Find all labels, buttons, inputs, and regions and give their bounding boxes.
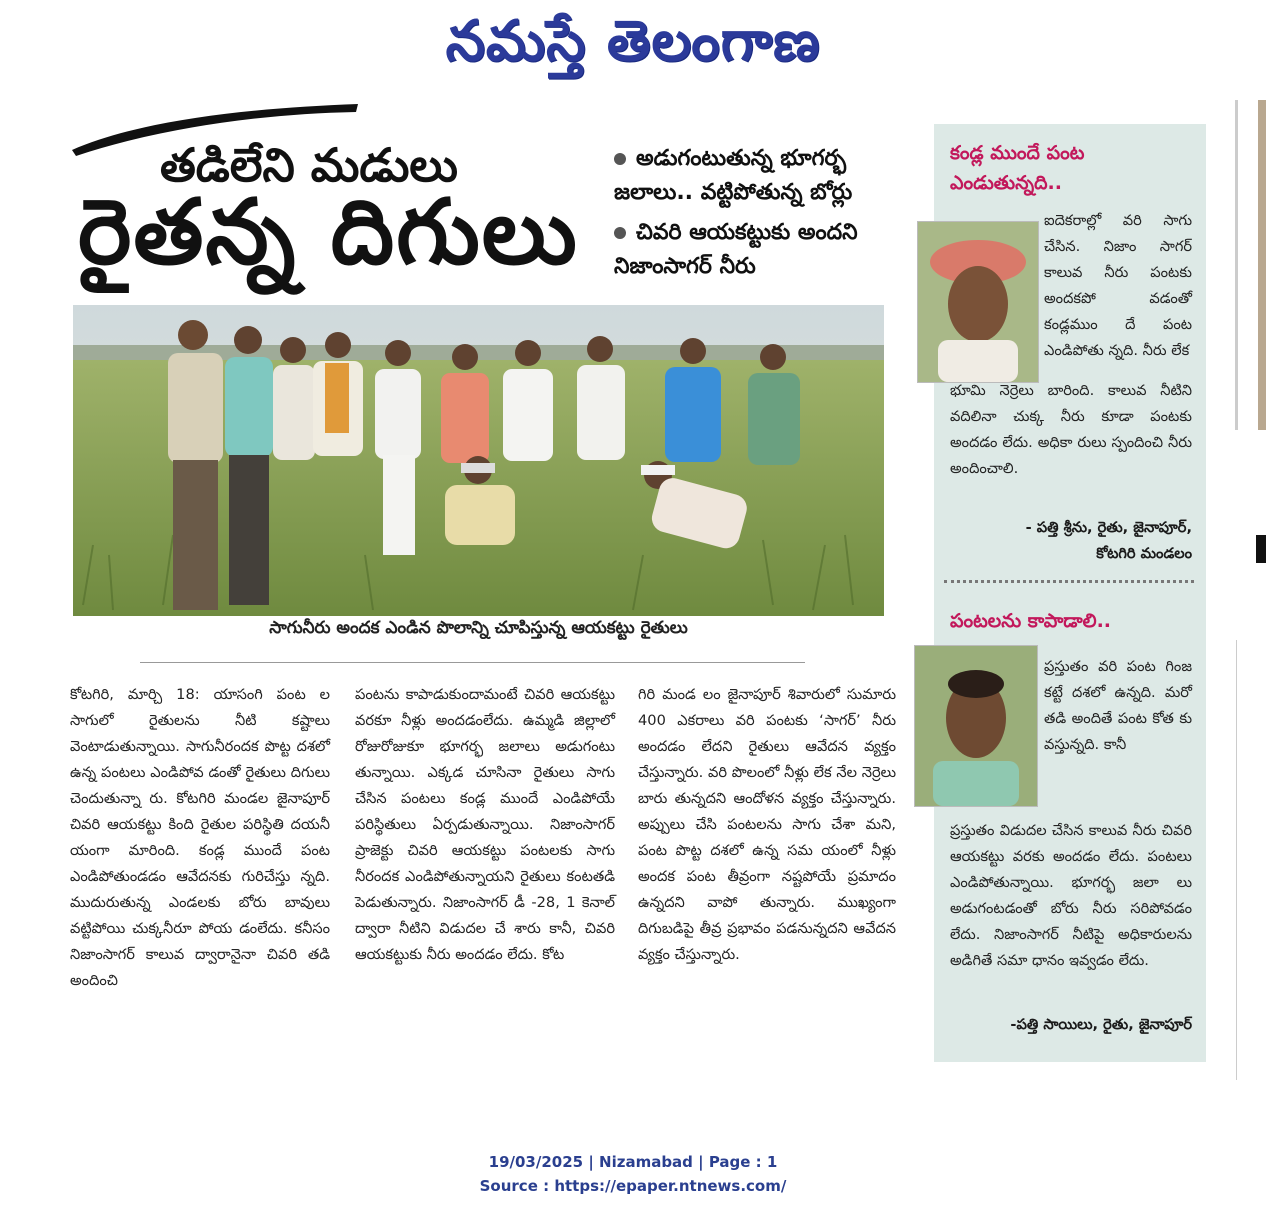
sidebar-box2-title: పంటలను కాపాడాలి..	[950, 610, 1112, 632]
article-column-2	[355, 682, 615, 968]
sidebar-box1-title: కండ్ల ముందే పంట ఎండుతున్నది..	[950, 142, 1085, 194]
farmers-field-photo	[73, 305, 884, 616]
clipped-adjacent-heading	[1256, 535, 1266, 563]
bullet-dot-icon	[614, 153, 626, 165]
farmer-portrait-2	[914, 645, 1038, 807]
sidebar-divider	[944, 580, 1194, 583]
page-edge-rule-lower	[1236, 640, 1237, 1080]
headline-bullet-2: చివరి ఆయకట్టుకు అందని నిజాంసాగర్ నీరు	[614, 220, 858, 279]
page-edge-rule	[1235, 100, 1238, 430]
article-col3-text: గిరి మండ లం జైనాపూర్ శివారులో సుమారు 400 ఎకరాలు వరి పంటకు ‘సాగర్’ నీరు అందడం లేదని రైతులు ఆవేదన వ్యక్తం చేస్తున్నారు. వరి పొలంలో నీళ్లు లేక నేల నెర్రెలు బారు తున్నదని ఆందోళన వ్యక్తం చేస్తున్నారు. అప్పులు చేసి పంటలను సాగు చేశా మని, పంట పొట్ట దశలో ఉన్న సమ యంలో నీళ్లు అందక పంట తీవ్రంగా నష్టపోయే ప్రమాదం ఉన్నదని వాపో తున్నారు. ముఖ్యంగా దిగుబడిపై తీవ్ర ప్రభావం పడనున్నదని ఆవేదన వ్యక్తం చేస్తున్నారు.	[638, 686, 896, 963]
sidebar-box2-credit: -పత్తి సాయిలు, రైతు, జైనాపూర్	[1010, 1016, 1192, 1033]
article-col1-text: కోటగిరి, మార్చి 18: యాసంగి పంట ల సాగులో రైతులను నీటి కష్టాలు వెంటాడుతున్నాయి. సాగునీరందక పొట్ట దశలో ఉన్న పంటలు ఎండిపోవ డంతో రైతులు దిగులు చెందుతున్నా రు. కోటగిరి మండల జైనాపూర్ చివరి ఆయకట్టు కింది రైతుల పరిస్థితి దయనీ యంగా మారింది. కండ్ల ముందే పంట ఎండిపోతుండడం ఆవేదనకు గురిచేస్తు న్నది. ముదురుతున్న ఎండలకు బోరు బావులు వట్టిపోయి చుక్కనీరూ పోయ డంలేదు. కనీసం నిజాంసాగర్ కాలువ ద్వారానైనా చివరి తడి అందించి	[70, 686, 330, 989]
caption-divider	[140, 662, 805, 663]
clipped-adjacent-photo	[1258, 100, 1266, 430]
photo-caption: సాగునీరు అందక ఎండిన పొలాన్ని చూపిస్తున్న ఆయకట్టు రైతులు	[269, 618, 688, 638]
masthead-logo: నమస్తే తెలంగాణ	[445, 8, 821, 74]
sidebar-box2-text: ప్రస్తుతం వరి పంట గింజ కట్టే దశలో ఉన్నది. మరో తడి అందితే పంట కోత కు వస్తున్నది. కానీ	[1044, 658, 1192, 753]
headline-kicker: తడిలేని మడులు	[160, 138, 458, 192]
article-col2-text: పంటను కాపాడుకుందామంటే చివరి ఆయకట్టు వరకూ నీళ్లు అందడంలేదు. ఉమ్మడి జిల్లాలో రోజురోజుకూ భూగర్భ జలాలు అడుగంటు తున్నాయి. ఎక్కడ చూసినా రైతులు సాగు చేసిన పంటలు కండ్ల ముందే ఎండిపోయే పరిస్థితులు ఏర్పడుతున్నాయి. నిజాంసాగర్ ప్రాజెక్టు చివరి ఆయకట్టు పంటలకు సాగు నీరందక ఎండిపోతున్నాయని రైతులు కంటతడి పెడుతున్నారు. నిజాంసాగర్ డీ -28, 1 కెనాల్ ద్వారా నీటిని విడుదల చే శారు కానీ, చివరి ఆయకట్టుకు నీరు అందడం లేదు. కోట	[355, 686, 615, 963]
footer-date-edition: 19/03/2025 | Nizamabad | Page : 1	[488, 1153, 778, 1171]
page-footer	[0, 1150, 1266, 1198]
footer-source-link[interactable]: Source : https://epaper.ntnews.com/	[479, 1177, 787, 1195]
article-column-3	[638, 682, 896, 968]
headline-main: రైతన్న దిగులు	[78, 180, 579, 285]
article-column-1	[70, 682, 330, 994]
sidebar-box1-credit: - పత్తి శ్రీను, రైతు, జైనాపూర్, కోటగిరి మండలం	[1025, 519, 1192, 562]
bullet-dot-icon	[614, 227, 626, 239]
headline-bullet-1: అడుగంటుతున్న భూగర్భ జలాలు.. వట్టిపోతున్న బోర్లు	[614, 146, 853, 205]
sidebar-box1-text: ఐదెకరాల్లో వరి సాగు చేసిన. నిజాం సాగర్ కాలువ నీరు పంటకు అందకపో వడంతో కండ్లముం దే పంట ఎండిపోతు న్నది. నీరు లేక	[1044, 212, 1192, 359]
sidebar-box1-text-continued: భూమి నెర్రెలు బారింది. కాలువ నీటిని వదిలినా చుక్క నీరు కూడా పంటకు అందడం లేదు. అధికా రులు స్పందించి నీరు అందించాలి.	[950, 382, 1192, 477]
sidebar-box2-text-continued: ప్రస్తుతం విడుదల చేసిన కాలువ నీరు చివరి ఆయకట్టు వరకు అందడం లేదు. పంటలు ఎండిపోతున్నాయి. భూగర్భ జలా లు అడుగంటడంతో బోరు నీరు సరిపోవడం లేదు. నిజాంసాగర్ నీటిపై అధికారులను అడిగితే సమా ధానం ఇవ్వడం లేదు.	[950, 822, 1192, 969]
farmer-portrait-1	[917, 221, 1039, 383]
